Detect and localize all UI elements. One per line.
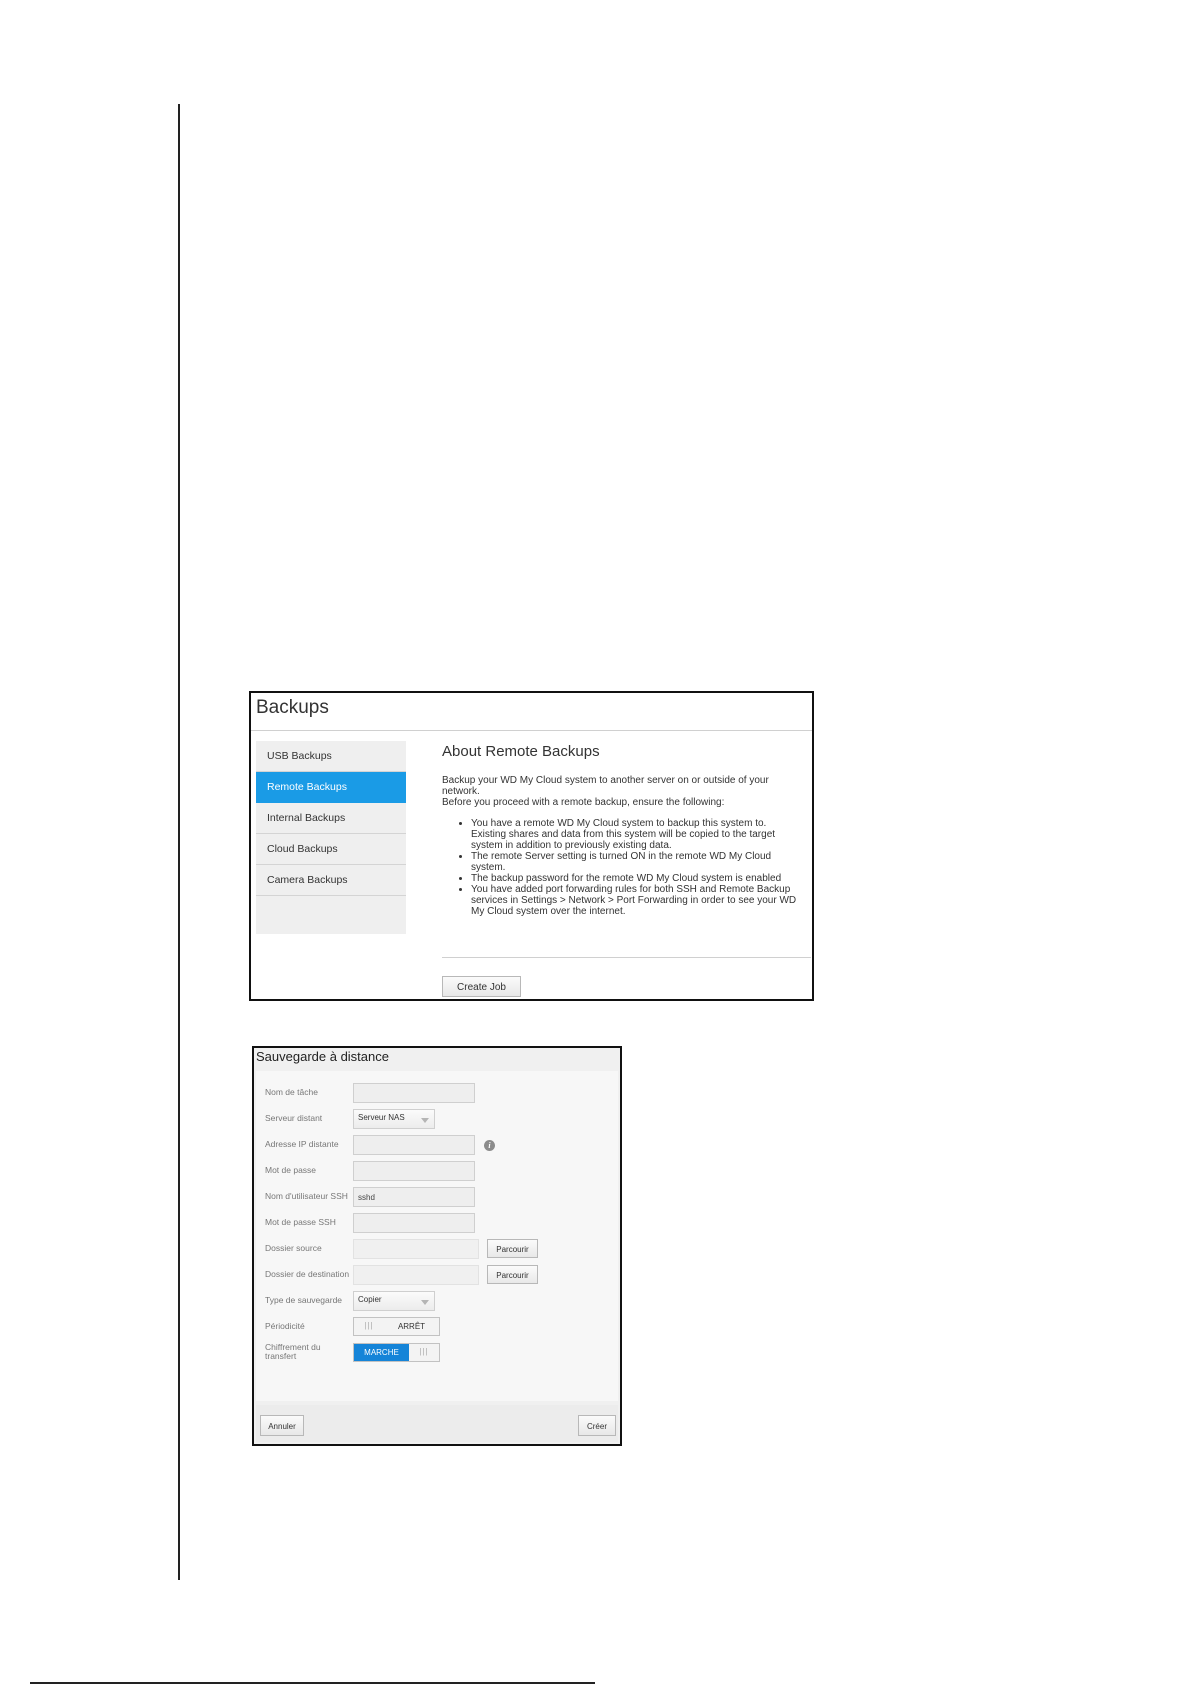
dest-folder-label: Dossier de destination xyxy=(265,1269,350,1279)
info-icon[interactable]: i xyxy=(484,1140,495,1151)
dest-folder-input[interactable] xyxy=(353,1265,479,1285)
footer-rule xyxy=(30,1682,595,1684)
backup-type-value: Copier xyxy=(358,1295,382,1304)
dialog-footer xyxy=(256,1405,618,1442)
periodicity-toggle[interactable] xyxy=(353,1317,440,1336)
periodicity-label: Périodicité xyxy=(265,1321,305,1331)
sidebar-item-cloud-backups[interactable]: Cloud Backups xyxy=(256,834,406,865)
create-button[interactable]: Créer xyxy=(578,1415,616,1436)
backups-sidebar xyxy=(256,741,406,934)
remote-server-label: Serveur distant xyxy=(265,1113,323,1123)
toggle-state: MARCHE xyxy=(354,1344,409,1361)
ssh-user-row xyxy=(256,1187,618,1209)
source-folder-input[interactable] xyxy=(353,1239,479,1259)
toggle-grip-icon: ||| xyxy=(364,1321,374,1330)
requirements-list xyxy=(442,818,797,917)
intro-text xyxy=(442,775,797,808)
remote-backup-dialog xyxy=(252,1046,622,1446)
list-item: • You have a remote WD My Cloud system to backup this system to. Existing shares and data from this system will be copied to the target system in addition to previously existing data. xyxy=(471,818,797,851)
encryption-label: Chiffrement du transfert xyxy=(265,1342,321,1361)
page-title: Backups xyxy=(256,697,329,718)
list-item: • The backup password for the remote WD My Cloud system is enabled xyxy=(471,873,797,884)
backups-panel xyxy=(249,691,814,1001)
sidebar-item-remote-backups[interactable]: Remote Backups xyxy=(256,772,406,803)
intro-line: Before you proceed with a remote backup, ensure the following: xyxy=(442,797,725,808)
sidebar-item-camera-backups[interactable]: Camera Backups xyxy=(256,865,406,896)
browse-destination-button[interactable]: Parcourir xyxy=(487,1265,538,1284)
cancel-button[interactable]: Annuler xyxy=(260,1415,304,1436)
chevron-down-icon xyxy=(421,1300,429,1305)
remote-ip-row xyxy=(256,1135,618,1157)
source-folder-row xyxy=(256,1239,618,1261)
dest-folder-row xyxy=(256,1265,618,1287)
browse-source-button[interactable]: Parcourir xyxy=(487,1239,538,1258)
remote-ip-input[interactable] xyxy=(353,1135,475,1155)
password-row xyxy=(256,1161,618,1183)
source-folder-label: Dossier source xyxy=(265,1243,322,1253)
encryption-toggle[interactable] xyxy=(353,1343,440,1362)
chevron-down-icon xyxy=(421,1118,429,1123)
task-name-input[interactable] xyxy=(353,1083,475,1103)
intro-line: Backup your WD My Cloud system to another server on or outside of your network. xyxy=(442,775,769,797)
task-name-label: Nom de tâche xyxy=(265,1087,318,1097)
remote-backups-content xyxy=(442,741,797,917)
remote-ip-label: Adresse IP distante xyxy=(265,1139,339,1149)
create-job-button[interactable]: Create Job xyxy=(442,976,521,997)
list-item: • The remote Server setting is turned ON in the remote WD My Cloud system. xyxy=(471,851,797,873)
divider xyxy=(442,957,811,958)
toggle-grip-icon: ||| xyxy=(419,1347,429,1356)
sidebar-item-usb-backups[interactable]: USB Backups xyxy=(256,741,406,772)
ssh-user-input[interactable] xyxy=(353,1187,475,1207)
remote-server-select[interactable] xyxy=(353,1109,435,1129)
section-heading: About Remote Backups xyxy=(442,743,600,760)
backup-type-row xyxy=(256,1291,618,1313)
ssh-password-label: Mot de passe SSH xyxy=(265,1217,336,1227)
backups-header xyxy=(251,693,812,731)
password-label: Mot de passe xyxy=(265,1165,317,1175)
periodicity-row xyxy=(256,1317,618,1339)
remote-server-value: Serveur NAS xyxy=(358,1113,405,1122)
dialog-title: Sauvegarde à distance xyxy=(256,1049,389,1064)
password-input[interactable] xyxy=(353,1161,475,1181)
encryption-row xyxy=(256,1343,618,1365)
task-name-row xyxy=(256,1083,618,1105)
sidebar-item-internal-backups[interactable]: Internal Backups xyxy=(256,803,406,834)
toggle-state: ARRÊT xyxy=(397,1322,426,1331)
dialog-body xyxy=(256,1071,618,1401)
ssh-password-row xyxy=(256,1213,618,1235)
ssh-user-label: Nom d'utilisateur SSH xyxy=(265,1191,348,1201)
remote-server-row xyxy=(256,1109,618,1131)
ssh-password-input[interactable] xyxy=(353,1213,475,1233)
list-item: • You have added port forwarding rules for both SSH and Remote Backup services in Settings > Network > Port Forwarding in order to see your WD My Cloud system over the internet. xyxy=(471,884,797,917)
backup-type-select[interactable] xyxy=(353,1291,435,1311)
page-margin-rule xyxy=(178,104,180,1580)
backup-type-label: Type de sauvegarde xyxy=(265,1295,343,1305)
